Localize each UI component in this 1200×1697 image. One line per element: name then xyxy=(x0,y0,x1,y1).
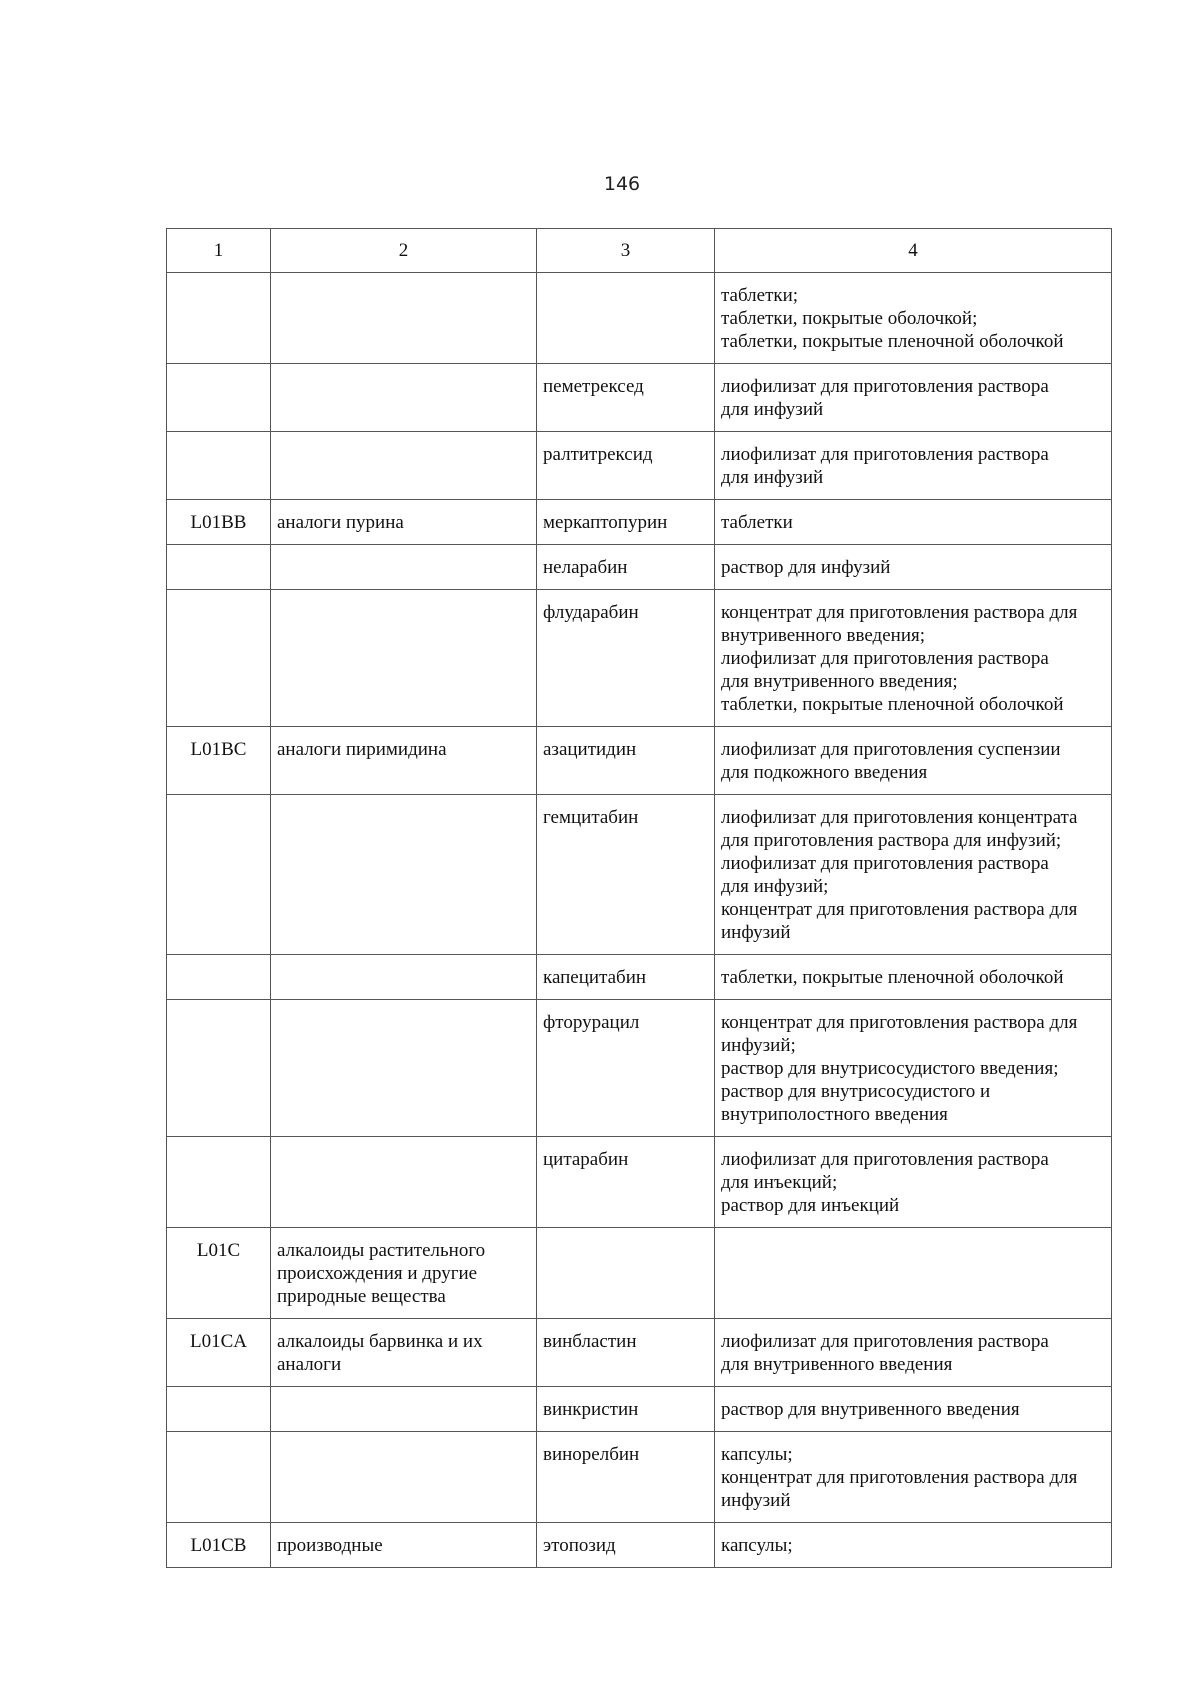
group-name-cell xyxy=(271,545,537,590)
dosage-form-line: капсулы; xyxy=(721,1444,793,1465)
atc-code-cell xyxy=(167,1137,271,1228)
dosage-form-line: концентрат для приготовления раствора для xyxy=(721,1467,1078,1488)
dosage-forms-cell xyxy=(715,432,1112,500)
dosage-form-line: лиофилизат для приготовления раствора xyxy=(721,444,1049,465)
group-name-cell xyxy=(271,1523,537,1568)
dosage-form-line: концентрат для приготовления раствора для xyxy=(721,602,1078,623)
dosage-form-line: для инфузий xyxy=(721,467,824,488)
dosage-form-line: внутривенного введения; xyxy=(721,625,926,646)
table-row xyxy=(167,955,1112,1000)
drug-name-cell: винорелбин xyxy=(537,1432,715,1523)
drug-name-cell: фторурацил xyxy=(537,1000,715,1137)
dosage-forms-cell xyxy=(715,727,1112,795)
column-header: 1 xyxy=(167,229,271,273)
table-row xyxy=(167,795,1112,955)
drug-name-cell: ралтитрексид xyxy=(537,432,715,500)
atc-code-cell xyxy=(167,590,271,727)
drug-name-cell xyxy=(537,1228,715,1319)
drug-name-cell: меркаптопурин xyxy=(537,500,715,545)
dosage-forms-cell xyxy=(715,545,1112,590)
table-row xyxy=(167,545,1112,590)
dosage-form-line: раствор для внутрисосудистого введения; xyxy=(721,1058,1059,1079)
dosage-form-line: инфузий xyxy=(721,922,791,943)
dosage-form-line: раствор для внутривенного введения xyxy=(721,1399,1020,1420)
group-name-cell xyxy=(271,500,537,545)
dosage-forms-cell xyxy=(715,1523,1112,1568)
dosage-form-line: таблетки, покрытые пленочной оболочкой xyxy=(721,967,1064,988)
dosage-forms-cell xyxy=(715,1319,1112,1387)
group-name-cell xyxy=(271,273,537,364)
drug-name-cell: азацитидин xyxy=(537,727,715,795)
dosage-form-line: лиофилизат для приготовления раствора xyxy=(721,1331,1049,1352)
dosage-form-line: раствор для внутрисосудистого и xyxy=(721,1081,991,1102)
group-name-cell xyxy=(271,795,537,955)
dosage-form-line: таблетки xyxy=(721,512,793,533)
page-number: 146 xyxy=(603,173,641,195)
column-header: 3 xyxy=(537,229,715,273)
dosage-form-line: для инъекций; xyxy=(721,1172,838,1193)
drug-name-cell: винкристин xyxy=(537,1387,715,1432)
table-row xyxy=(167,432,1112,500)
table-row xyxy=(167,1387,1112,1432)
dosage-form-line: для инфузий; xyxy=(721,876,829,897)
group-name-cell xyxy=(271,432,537,500)
dosage-form-line: лиофилизат для приготовления суспензии xyxy=(721,739,1061,760)
group-name-line: аналоги xyxy=(277,1354,342,1375)
table-row xyxy=(167,1319,1112,1387)
group-name-cell xyxy=(271,590,537,727)
atc-code-cell: L01BB xyxy=(167,500,271,545)
atc-code-cell xyxy=(167,955,271,1000)
dosage-form-line: таблетки; xyxy=(721,285,799,306)
dosage-form-line: капсулы; xyxy=(721,1535,793,1556)
dosage-form-line: для приготовления раствора для инфузий; xyxy=(721,830,1062,851)
atc-code-cell xyxy=(167,364,271,432)
table-row xyxy=(167,1137,1112,1228)
dosage-forms-cell xyxy=(715,955,1112,1000)
group-name-cell xyxy=(271,364,537,432)
atc-code-cell xyxy=(167,1432,271,1523)
dosage-forms-cell xyxy=(715,1137,1112,1228)
atc-code-cell xyxy=(167,795,271,955)
dosage-form-line: для внутривенного введения xyxy=(721,1354,953,1375)
group-name-line: алкалоиды барвинка и их xyxy=(277,1331,483,1352)
group-name-line: аналоги пурина xyxy=(277,512,404,533)
atc-code-cell: L01CB xyxy=(167,1523,271,1568)
group-name-line: происхождения и другие xyxy=(277,1263,478,1284)
table-row xyxy=(167,1228,1112,1319)
dosage-form-line: для инфузий xyxy=(721,399,824,420)
dosage-form-line: лиофилизат для приготовления раствора xyxy=(721,376,1049,397)
group-name-cell xyxy=(271,1432,537,1523)
drug-name-cell xyxy=(537,273,715,364)
group-name-cell xyxy=(271,1000,537,1137)
atc-code-cell xyxy=(167,1387,271,1432)
drug-table xyxy=(166,228,1112,1568)
group-name-cell xyxy=(271,1228,537,1319)
drug-name-cell: гемцитабин xyxy=(537,795,715,955)
dosage-forms-cell xyxy=(715,1432,1112,1523)
table-header-row xyxy=(167,229,1112,273)
dosage-form-line: внутриполостного введения xyxy=(721,1104,948,1125)
drug-name-cell: винбластин xyxy=(537,1319,715,1387)
atc-code-cell xyxy=(167,432,271,500)
dosage-form-line: таблетки, покрытые пленочной оболочкой xyxy=(721,694,1064,715)
atc-code-cell xyxy=(167,273,271,364)
table-row xyxy=(167,590,1112,727)
group-name-line: природные вещества xyxy=(277,1286,446,1307)
dosage-forms-cell xyxy=(715,273,1112,364)
table-row xyxy=(167,1523,1112,1568)
atc-code-cell: L01BC xyxy=(167,727,271,795)
dosage-form-line: инфузий xyxy=(721,1490,791,1511)
atc-code-cell xyxy=(167,1000,271,1137)
dosage-form-line: инфузий; xyxy=(721,1035,796,1056)
dosage-forms-cell xyxy=(715,364,1112,432)
group-name-line: производные xyxy=(277,1535,383,1556)
atc-code-cell: L01CA xyxy=(167,1319,271,1387)
dosage-forms-cell xyxy=(715,795,1112,955)
dosage-forms-cell xyxy=(715,1228,1112,1319)
drug-name-cell: неларабин xyxy=(537,545,715,590)
group-name-cell xyxy=(271,1319,537,1387)
table-row xyxy=(167,500,1112,545)
dosage-forms-cell xyxy=(715,1000,1112,1137)
drug-name-cell: этопозид xyxy=(537,1523,715,1568)
dosage-form-line: раствор для инфузий xyxy=(721,557,891,578)
group-name-cell xyxy=(271,1387,537,1432)
dosage-form-line: лиофилизат для приготовления раствора xyxy=(721,853,1049,874)
group-name-cell xyxy=(271,1137,537,1228)
dosage-form-line: лиофилизат для приготовления концентрата xyxy=(721,807,1078,828)
table-row xyxy=(167,1432,1112,1523)
group-name-line: аналоги пиримидина xyxy=(277,739,447,760)
dosage-forms-cell xyxy=(715,590,1112,727)
column-header: 4 xyxy=(715,229,1112,273)
table-row xyxy=(167,364,1112,432)
dosage-form-line: таблетки, покрытые пленочной оболочкой xyxy=(721,331,1064,352)
dosage-form-line: концентрат для приготовления раствора для xyxy=(721,1012,1078,1033)
group-name-line: алкалоиды растительного xyxy=(277,1240,486,1261)
dosage-forms-cell xyxy=(715,500,1112,545)
dosage-form-line: лиофилизат для приготовления раствора xyxy=(721,1149,1049,1170)
dosage-forms-cell xyxy=(715,1387,1112,1432)
drug-name-cell: капецитабин xyxy=(537,955,715,1000)
table-row xyxy=(167,1000,1112,1137)
table-row xyxy=(167,273,1112,364)
atc-code-cell: L01C xyxy=(167,1228,271,1319)
dosage-form-line: концентрат для приготовления раствора для xyxy=(721,899,1078,920)
dosage-form-line: для подкожного введения xyxy=(721,762,928,783)
group-name-cell xyxy=(271,727,537,795)
group-name-cell xyxy=(271,955,537,1000)
drug-name-cell: пеметрексед xyxy=(537,364,715,432)
table-row xyxy=(167,727,1112,795)
dosage-form-line: лиофилизат для приготовления раствора xyxy=(721,648,1049,669)
dosage-form-line: таблетки, покрытые оболочкой; xyxy=(721,308,978,329)
column-header: 2 xyxy=(271,229,537,273)
drug-name-cell: цитарабин xyxy=(537,1137,715,1228)
dosage-form-line: раствор для инъекций xyxy=(721,1195,900,1216)
dosage-form-line: для внутривенного введения; xyxy=(721,671,958,692)
atc-code-cell xyxy=(167,545,271,590)
drug-name-cell: флударабин xyxy=(537,590,715,727)
